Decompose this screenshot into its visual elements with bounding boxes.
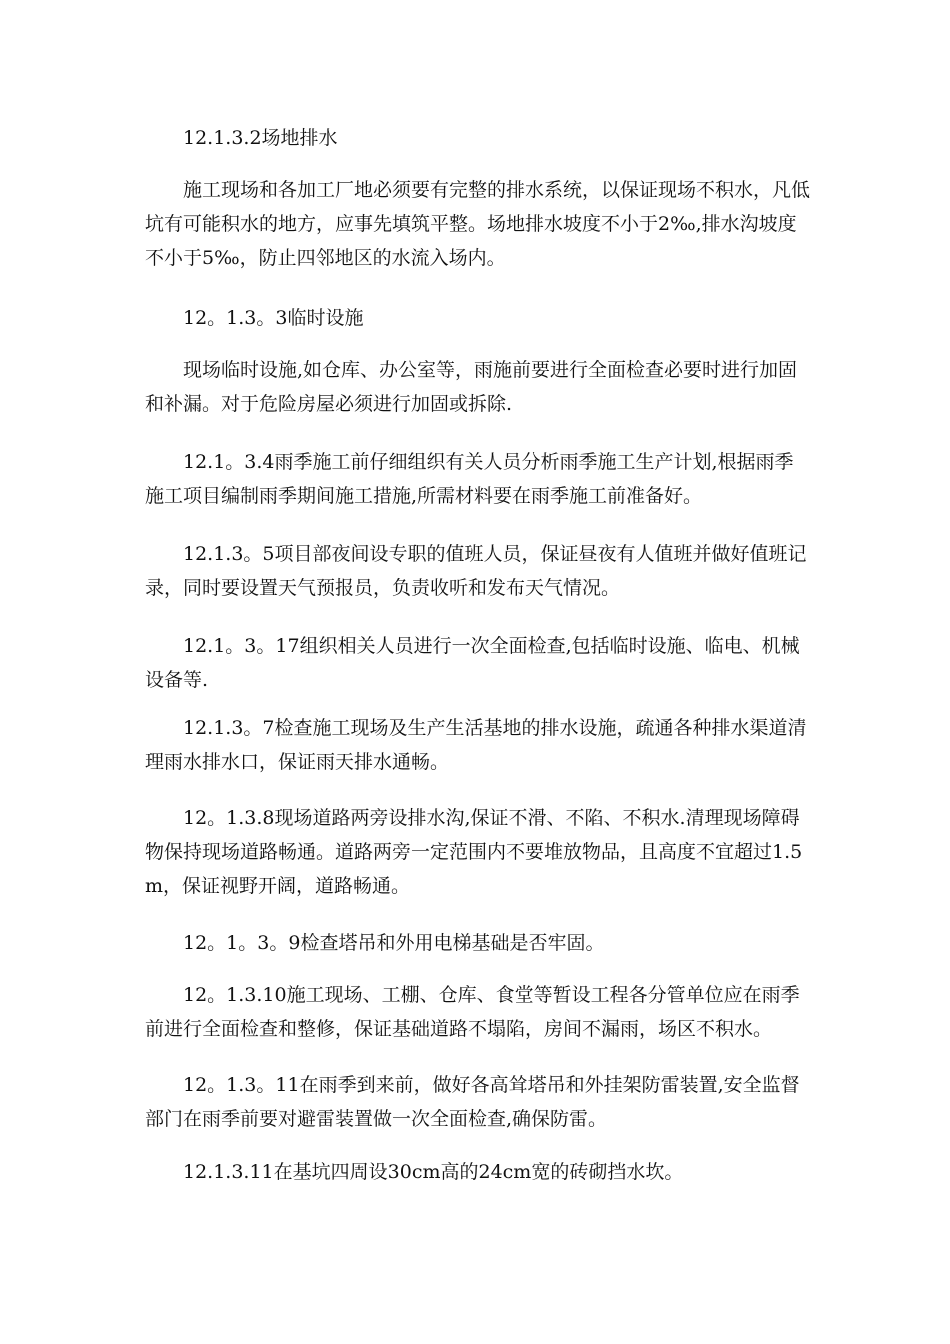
paragraph-drainage: 施工现场和各加工厂地必须要有完整的排水系统，以保证现场不积水，凡低坑有可能积水的地方，应事先填筑平整。场地排水坡度不小于2‰,排水沟坡度不小于5‰，防止四邻地区的水流入场内。 [145, 179, 811, 269]
paragraph-rainy-season-plan: 12.1。3.4雨季施工前仔细组织有关人员分析雨季施工生产计划,根据雨季施工项目编制雨季期间施工措施,所需材料要在雨季施工前准备好。 [145, 451, 794, 507]
paragraph-temporary-works: 12。1.3.10施工现场、工棚、仓库、食堂等暂设工程各分管单位应在雨季前进行全面检查和整修，保证基础道路不塌陷，房间不漏雨，场区不积水。 [145, 984, 800, 1040]
heading-drainage: 12.1.3.2场地排水 [183, 127, 338, 149]
paragraph-inspection: 12.1。3。17组织相关人员进行一次全面检查,包括临时设施、临电、机械设备等. [145, 635, 800, 691]
paragraph-temporary-facilities: 现场临时设施,如仓库、办公室等，雨施前要进行全面检查必要时进行加固和补漏。对于危险房屋必须进行加固或拆除. [145, 359, 798, 415]
paragraph-crane-check: 12。1。3。9检查塔吊和外用电梯基础是否牢固。 [183, 932, 605, 954]
paragraph-road-drainage: 12。1.3.8现场道路两旁设排水沟,保证不滑、不陷、不积水.清理现场障碍物保持现场道路畅通。道路两旁一定范围内不要堆放物品，且高度不宜超过1.5m，保证视野开阔，道路畅通。 [145, 807, 803, 897]
heading-temporary-facilities: 12。1.3。3临时设施 [183, 307, 364, 329]
paragraph-drainage-check: 12.1.3。7检查施工现场及生产生活基地的排水设施，疏通各种排水渠道清理雨水排水口，保证雨天排水通畅。 [145, 717, 807, 773]
paragraph-lightning-protection: 12。1.3。11在雨季到来前，做好各高耸塔吊和外挂架防雷装置,安全监督部门在雨季前要对避雷装置做一次全面检查,确保防雷。 [145, 1074, 800, 1130]
paragraph-night-duty: 12.1.3。5项目部夜间设专职的值班人员，保证昼夜有人值班并做好值班记录，同时要设置天气预报员，负责收听和发布天气情况。 [145, 543, 807, 599]
paragraph-water-barrier: 12.1.3.11在基坑四周设30cm高的24cm宽的砖砌挡水坎。 [183, 1161, 684, 1183]
